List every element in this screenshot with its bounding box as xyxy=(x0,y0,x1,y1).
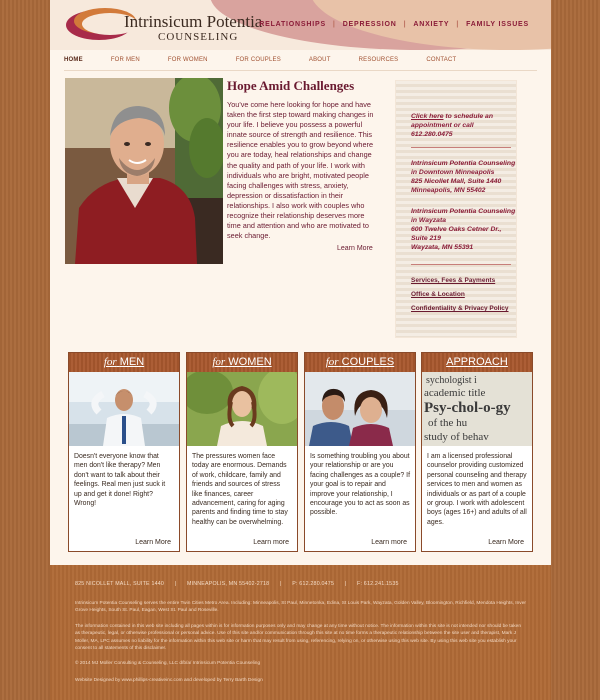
footer-fax: F: 612.241.1535 xyxy=(357,581,399,587)
footer-disclaimer: The information contained in this web site including all pages within is for information purposes only and may change at any time without notice. The information within this site is not intended nor should be taken as therapeutic, legal, or otherwise professional or personal advice. Use of this site and/or communication through this site at no time forms a therapeutic relationship between the site user and therapist, Mark J Moller, MA, LPC assumes no liability for the information within this web site or harm that may result from using, referencing, relying on, or otherwise using this web site. By using this web site you establish your consent to all statements of this disclaimer. xyxy=(75,624,522,652)
sidebar-divider xyxy=(411,264,511,265)
topnav-relationships[interactable]: RELATIONSHIPS xyxy=(259,21,326,28)
office-location-link[interactable]: Office & Location xyxy=(411,291,465,298)
office-wayzata-line1: 600 Twelve Oaks Cetner Dr., xyxy=(411,226,502,233)
office-wayzata xyxy=(411,207,519,252)
nav-for-couples[interactable]: FOR COUPLES xyxy=(235,57,281,63)
card-title[interactable]: for MEN xyxy=(69,353,179,372)
office-downtown-line2: Minneapolis, MN 55402 xyxy=(411,187,486,194)
footer-street: 825 NICOLLET MALL, SUITE 1440 xyxy=(75,581,165,587)
contact-sidebar xyxy=(395,80,517,338)
schedule-cta xyxy=(411,112,511,139)
card-text: Is something troubling you about your relationship or are you facing challenges as a couple? If your goal is to repair and improve your relationship, I encourage you to act as soon as possible. xyxy=(310,453,410,517)
schedule-text: to schedule an appointment or call xyxy=(411,113,493,129)
card-learn-more[interactable]: Learn More xyxy=(488,539,524,546)
men-image xyxy=(69,372,179,446)
topnav-depression[interactable]: DEPRESSION xyxy=(342,21,397,28)
nav-divider xyxy=(64,70,537,71)
top-nav xyxy=(259,21,529,28)
card-for-women xyxy=(186,352,298,552)
card-text: Doesn't everyone know that men don't like therapy? Men don't want to talk about their feelings. Real men just suck it up and get it done! Right? Wrong! xyxy=(74,453,166,508)
approach-image-word: study of behav xyxy=(424,431,489,443)
approach-image-word: sychologist i xyxy=(426,375,477,386)
services-fees-link[interactable]: Services, Fees & Payments xyxy=(411,277,496,284)
nav-resources[interactable]: RESOURCES xyxy=(358,57,399,63)
therapist-photo xyxy=(65,78,223,264)
footer-copyright: © 2014 MJ Moller Consulting & Counseling, LLC d/b/a/ Intrinsicum Potentia Counseling xyxy=(75,661,261,666)
couples-image xyxy=(305,372,415,446)
card-text: The pressures women face today are enormous. Demands of work, childcare, family and friends and sources of stress like finances, career advancement, caring for aging parents and finding time to stay healthy can be overwhelming. xyxy=(192,453,288,526)
topnav-anxiety[interactable]: ANXIETY xyxy=(413,21,450,28)
nav-contact[interactable]: CONTACT xyxy=(426,57,457,63)
card-title[interactable]: for WOMEN xyxy=(187,353,297,372)
approach-image-word: academic title xyxy=(424,387,486,399)
nav-for-women[interactable]: FOR WOMEN xyxy=(167,57,208,63)
card-for-couples xyxy=(304,352,416,552)
logo-title[interactable]: Intrinsicum Potentia xyxy=(124,12,263,31)
approach-image-word: of the hu xyxy=(428,417,468,429)
topnav-separator: | xyxy=(332,21,336,28)
card-learn-more[interactable]: Learn More xyxy=(135,539,171,546)
card-text: I am a licensed professional counselor providing customized personal counseling and therapy services to men and women as individuals or as part of a couple or group. I work with adolescent boys (ages 16+) and adults of all ages. xyxy=(427,453,527,526)
footer-city: MINNEAPOLIS, MN 55402-2718 xyxy=(186,581,270,587)
card-learn-more[interactable]: Learn more xyxy=(371,539,407,546)
nav-about[interactable]: ABOUT xyxy=(308,57,331,63)
topnav-separator: | xyxy=(403,21,407,28)
sidebar-divider xyxy=(411,147,511,148)
office-wayzata-line3: Wayzata, MN 55391 xyxy=(411,244,474,251)
footer-phone[interactable]: P: 612.280.0475 xyxy=(292,581,335,587)
page-container xyxy=(50,0,551,700)
footer-service-areas: Intrinsicum Potentia Counseling serves the entire Twin Cities Metro Area. Including: Minneapolis, St Paul, Minnetonka, Edina, St Louis Park, Wayzata, Golden Valley, Bloomington, Richfield, Mendota Heights, Inver Grove Heights, South St. Paul, Eagan, West St. Paul and Roseville. xyxy=(75,601,526,614)
site-header xyxy=(50,0,551,50)
office-downtown-line1: 825 Nicollet Mall, Suite 1440 xyxy=(411,178,502,185)
office-wayzata-line2: Suite 219 xyxy=(411,235,441,242)
topnav-separator: | xyxy=(456,21,460,28)
sidebar-phone[interactable]: 612.280.0475 xyxy=(411,131,453,138)
nav-for-men[interactable]: FOR MEN xyxy=(110,57,140,63)
approach-image-word: Psy-chol-o-gy xyxy=(424,400,511,416)
topnav-family-issues[interactable]: FAMILY ISSUES xyxy=(466,21,529,28)
site-footer xyxy=(50,565,551,700)
office-downtown-name: Intrinsicum Potentia Counseling in Downtown Minneapolis xyxy=(411,160,516,176)
hero-body: You've come here looking for hope and have taken the first step toward making changes in your life. I believe you possess a powerful innate source of strength and resilience. This resilience enables you to grow beyond where you are today, heal relationships and change the quality and path of your life. I work with individuals who are bright, motivated people facing challenges with stress, anxiety, depression or dissatisfaction in their relationships. I also work with couples who recognize their relationship deserves more time and attention and who are motivated to seek change. xyxy=(227,100,374,241)
card-learn-more[interactable]: Learn more xyxy=(253,539,289,546)
approach-image xyxy=(422,372,532,446)
hero-heading: Hope Amid Challenges xyxy=(227,78,355,93)
office-wayzata-name: Intrinsicum Potentia Counseling in Wayzata xyxy=(411,208,516,224)
logo-subtitle[interactable]: COUNSELING xyxy=(158,31,239,43)
women-image xyxy=(187,372,297,446)
card-title[interactable]: APPROACH xyxy=(422,353,532,372)
footer-credit[interactable]: Website Designed by www.phillips-creativeinc.com and developed by Terry Barth Design xyxy=(75,678,263,683)
schedule-link[interactable]: Click here xyxy=(411,113,444,120)
office-downtown xyxy=(411,159,519,195)
card-approach xyxy=(421,352,533,552)
main-nav xyxy=(64,57,484,63)
card-title[interactable]: for COUPLES xyxy=(305,353,415,372)
hero-learn-more-link[interactable]: Learn More xyxy=(337,245,373,252)
nav-home[interactable]: HOME xyxy=(64,57,83,63)
footer-address: 825 NICOLLET MALL, SUITE 1440 | MINNEAPOLIS, MN 55402-2718 | P: 612.280.0475 | F: 612.241.1535 xyxy=(75,581,399,587)
confidentiality-link[interactable]: Confidentiality & Privacy Policy xyxy=(411,305,509,312)
card-for-men xyxy=(68,352,180,552)
